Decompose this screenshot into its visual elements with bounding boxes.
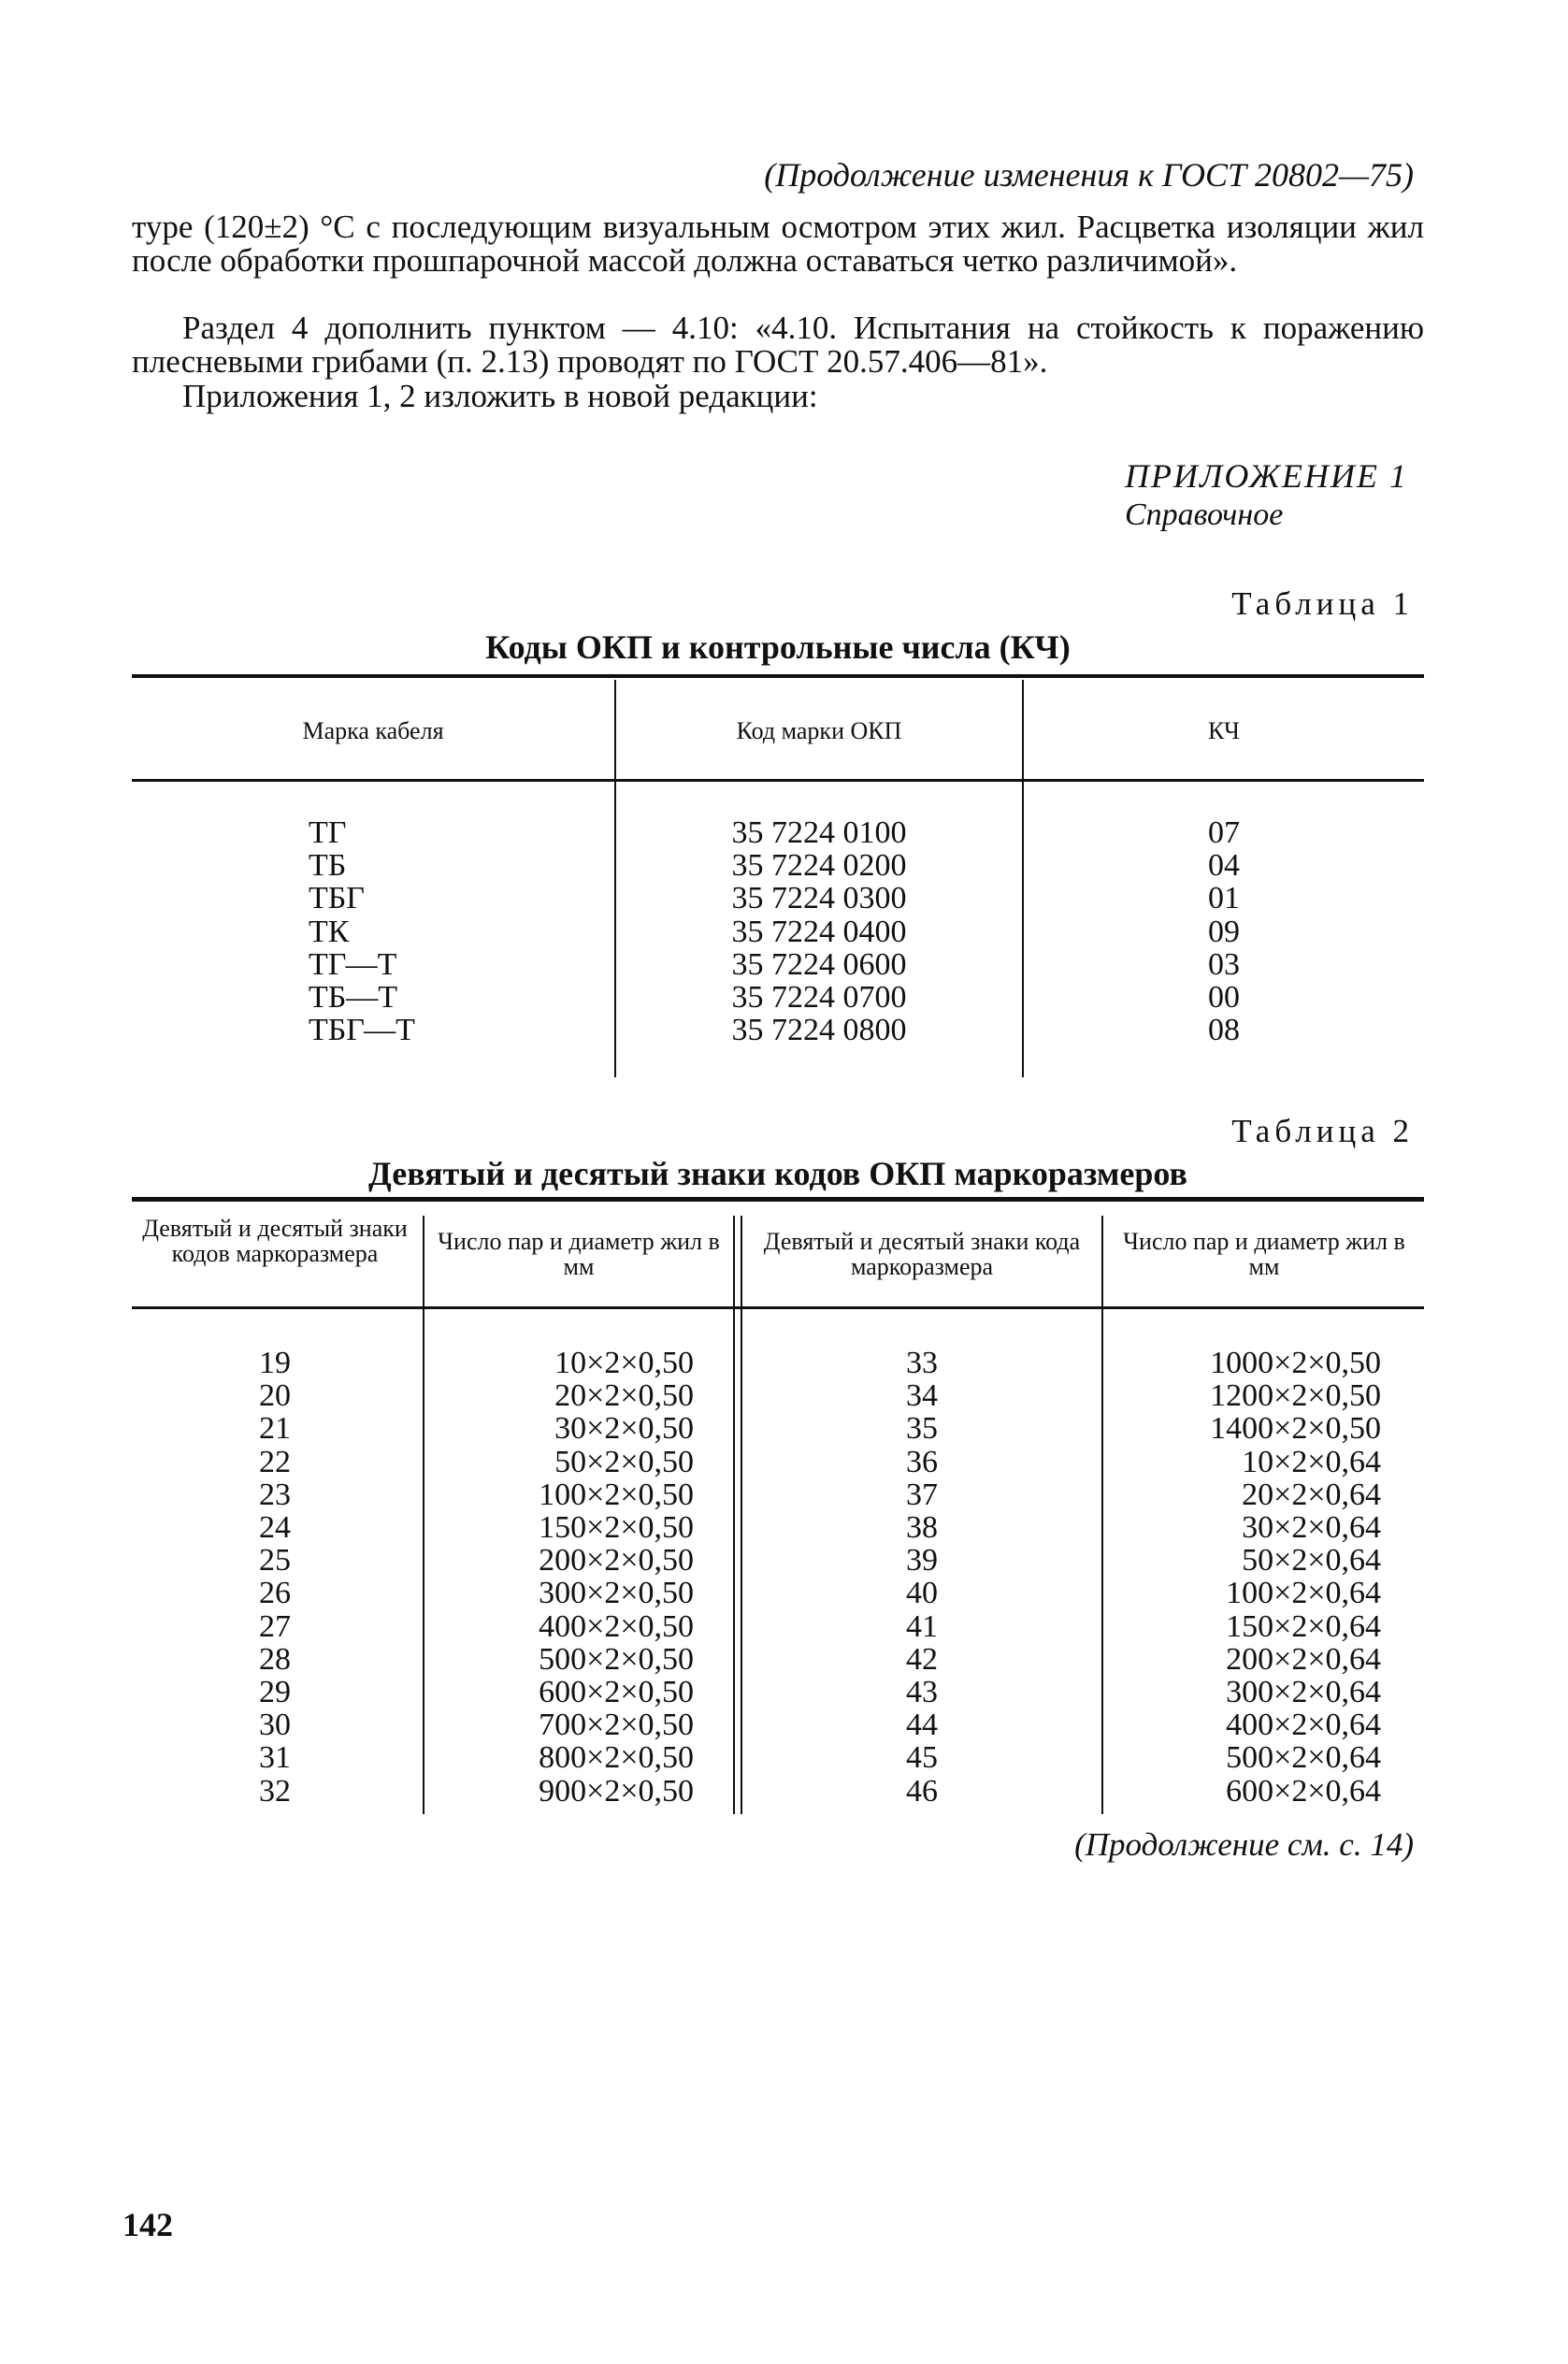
table2-cell-size: 1400×2×0,50 (1210, 1411, 1381, 1447)
table2-cell-size: 30×2×0,64 (1242, 1510, 1381, 1545)
table1-cell-brand: ТБ—Т (309, 980, 398, 1015)
table2-cell-size: 300×2×0,50 (539, 1576, 694, 1611)
running-header: (Продолжение изменения к ГОСТ 20802—75) (764, 156, 1414, 194)
table2-cell-code: 30 (259, 1708, 291, 1743)
table1-cell-brand: ТГ (309, 815, 347, 850)
table2-divider (1101, 1216, 1103, 1814)
table2-cell-code: 25 (259, 1543, 291, 1578)
table2-cell-size: 600×2×0,50 (539, 1675, 694, 1709)
table2-cell-code: 35 (906, 1411, 938, 1447)
table2-cell-size: 30×2×0,50 (554, 1411, 694, 1447)
table2-cell-size: 500×2×0,50 (539, 1641, 694, 1677)
table2-header: Девятый и десятый знаки кодов маркоразмера (142, 1215, 408, 1267)
table2-cell-size: 10×2×0,50 (554, 1346, 694, 1380)
table1-cell-kch: 08 (1208, 1013, 1240, 1048)
table2-cell-size: 700×2×0,50 (539, 1708, 694, 1743)
table2-cell-code: 41 (906, 1608, 938, 1644)
table2-header: Число пар и диаметр жил в мм (1123, 1228, 1405, 1280)
table2-cell-size: 200×2×0,50 (539, 1543, 694, 1578)
table1-header: Код марки ОКП (736, 717, 902, 744)
appendix-title: ПРИЛОЖЕНИЕ 1 (1125, 457, 1408, 495)
table2-cell-code: 23 (259, 1477, 291, 1512)
table1-cell-code: 35 7224 0300 (731, 881, 907, 916)
table2-label: Таблица 2 (1231, 1113, 1414, 1149)
table2-cell-size: 900×2×0,50 (539, 1773, 694, 1809)
table2-header: Число пар и диаметр жил в мм (438, 1228, 720, 1280)
table2-cell-code: 45 (906, 1740, 938, 1776)
table1-header: КЧ (1208, 717, 1240, 744)
table2-cell-code: 27 (259, 1608, 291, 1644)
table2-cell-code: 39 (906, 1543, 938, 1578)
table1-cell-kch: 01 (1208, 881, 1240, 916)
table1-cell-brand: ТГ—Т (309, 946, 397, 982)
table2-cell-code: 37 (906, 1477, 938, 1512)
table2-cell-code: 29 (259, 1675, 291, 1709)
table2-cell-code: 44 (906, 1708, 938, 1743)
table2-header: Девятый и десятый знаки кода маркоразмера (763, 1228, 1081, 1280)
table2-cell-size: 600×2×0,64 (1226, 1773, 1381, 1809)
table2-cell-size: 50×2×0,50 (554, 1444, 694, 1479)
table1-cell-kch: 07 (1208, 815, 1240, 850)
table1-cell-code: 35 7224 0100 (731, 815, 907, 850)
continuation-note: (Продолжение см. с. 14) (1074, 1826, 1414, 1863)
table2-divider (423, 1216, 424, 1814)
table1-cell-code: 35 7224 0200 (731, 848, 907, 884)
table1-cell-brand: ТБГ—Т (309, 1013, 415, 1048)
table1-cell-brand: ТБГ (309, 881, 365, 916)
table2-divider (741, 1216, 742, 1814)
table2-cell-code: 28 (259, 1641, 291, 1677)
table1-header: Марка кабеля (302, 717, 444, 744)
table2-cell-code: 22 (259, 1444, 291, 1479)
table2-cell-size: 150×2×0,64 (1226, 1608, 1381, 1644)
table2-cell-code: 21 (259, 1411, 291, 1447)
table2-cell-size: 800×2×0,50 (539, 1740, 694, 1776)
table2-cell-size: 20×2×0,64 (1242, 1477, 1381, 1512)
paragraph: туре (120±2) °С с последующим визуальным осмотром этих жил. Расцветка изоляции жил после обработки прошпарочной массой должна оставаться четко различимой». (132, 209, 1424, 279)
table1-cell-code: 35 7224 0800 (731, 1013, 907, 1048)
table2-cell-code: 43 (906, 1675, 938, 1709)
table2-cell-size: 500×2×0,64 (1226, 1740, 1381, 1776)
table2-cell-size: 100×2×0,50 (539, 1477, 694, 1512)
table1-cell-brand: ТБ (309, 848, 347, 884)
table2-cell-code: 36 (906, 1444, 938, 1479)
table2-cell-code: 38 (906, 1510, 938, 1545)
table1-cell-code: 35 7224 0400 (731, 914, 907, 949)
table2-cell-size: 20×2×0,50 (554, 1378, 694, 1414)
table2-divider (733, 1216, 735, 1814)
page-number: 142 (122, 2206, 173, 2243)
table2-cell-size: 200×2×0,64 (1226, 1641, 1381, 1677)
table2-top-rule (132, 1197, 1424, 1202)
table2-cell-code: 20 (259, 1378, 291, 1414)
table2-cell-code: 46 (906, 1773, 938, 1809)
table2-cell-code: 31 (259, 1740, 291, 1776)
table2-cell-code: 26 (259, 1576, 291, 1611)
table1-cell-kch: 09 (1208, 914, 1240, 949)
table2-header-rule (132, 1306, 1424, 1309)
paragraph: Приложения 1, 2 изложить в новой редакции: (182, 378, 818, 414)
table1-cell-brand: ТК (309, 914, 350, 949)
table1-top-rule (132, 674, 1424, 678)
table1-cell-kch: 03 (1208, 946, 1240, 982)
table2-cell-code: 42 (906, 1641, 938, 1677)
table2-cell-code: 40 (906, 1576, 938, 1611)
table2-cell-size: 400×2×0,64 (1226, 1708, 1381, 1743)
table2-cell-code: 24 (259, 1510, 291, 1545)
paragraph: Раздел 4 дополнить пунктом — 4.10: «4.10. Испытания на стойкость к поражению плесневыми грибами (п. 2.13) проводят по ГОСТ 20.57.406—81». (132, 310, 1424, 380)
table2-cell-code: 33 (906, 1346, 938, 1380)
table2-cell-size: 300×2×0,64 (1226, 1675, 1381, 1709)
table1-cell-kch: 04 (1208, 848, 1240, 884)
table2-cell-size: 100×2×0,64 (1226, 1576, 1381, 1611)
table1-cell-code: 35 7224 0600 (731, 946, 907, 982)
table2-cell-size: 400×2×0,50 (539, 1608, 694, 1644)
table1-title: Коды ОКП и контрольные числа (КЧ) (485, 628, 1071, 666)
table2-cell-code: 32 (259, 1773, 291, 1809)
table1-label: Таблица 1 (1231, 585, 1414, 622)
table1-cell-code: 35 7224 0700 (731, 980, 907, 1015)
table2-cell-size: 1000×2×0,50 (1210, 1346, 1381, 1380)
table2-cell-size: 1200×2×0,50 (1210, 1378, 1381, 1414)
table2-cell-size: 50×2×0,64 (1242, 1543, 1381, 1578)
table2-cell-size: 10×2×0,64 (1242, 1444, 1381, 1479)
table2-cell-size: 150×2×0,50 (539, 1510, 694, 1545)
table1-header-rule (132, 779, 1424, 782)
table2-cell-code: 34 (906, 1378, 938, 1414)
table1-cell-kch: 00 (1208, 980, 1240, 1015)
table2-title: Девятый и десятый знаки кодов ОКП маркоразмеров (368, 1155, 1187, 1192)
appendix-subtitle: Справочное (1125, 497, 1284, 532)
table2-cell-code: 19 (259, 1346, 291, 1380)
